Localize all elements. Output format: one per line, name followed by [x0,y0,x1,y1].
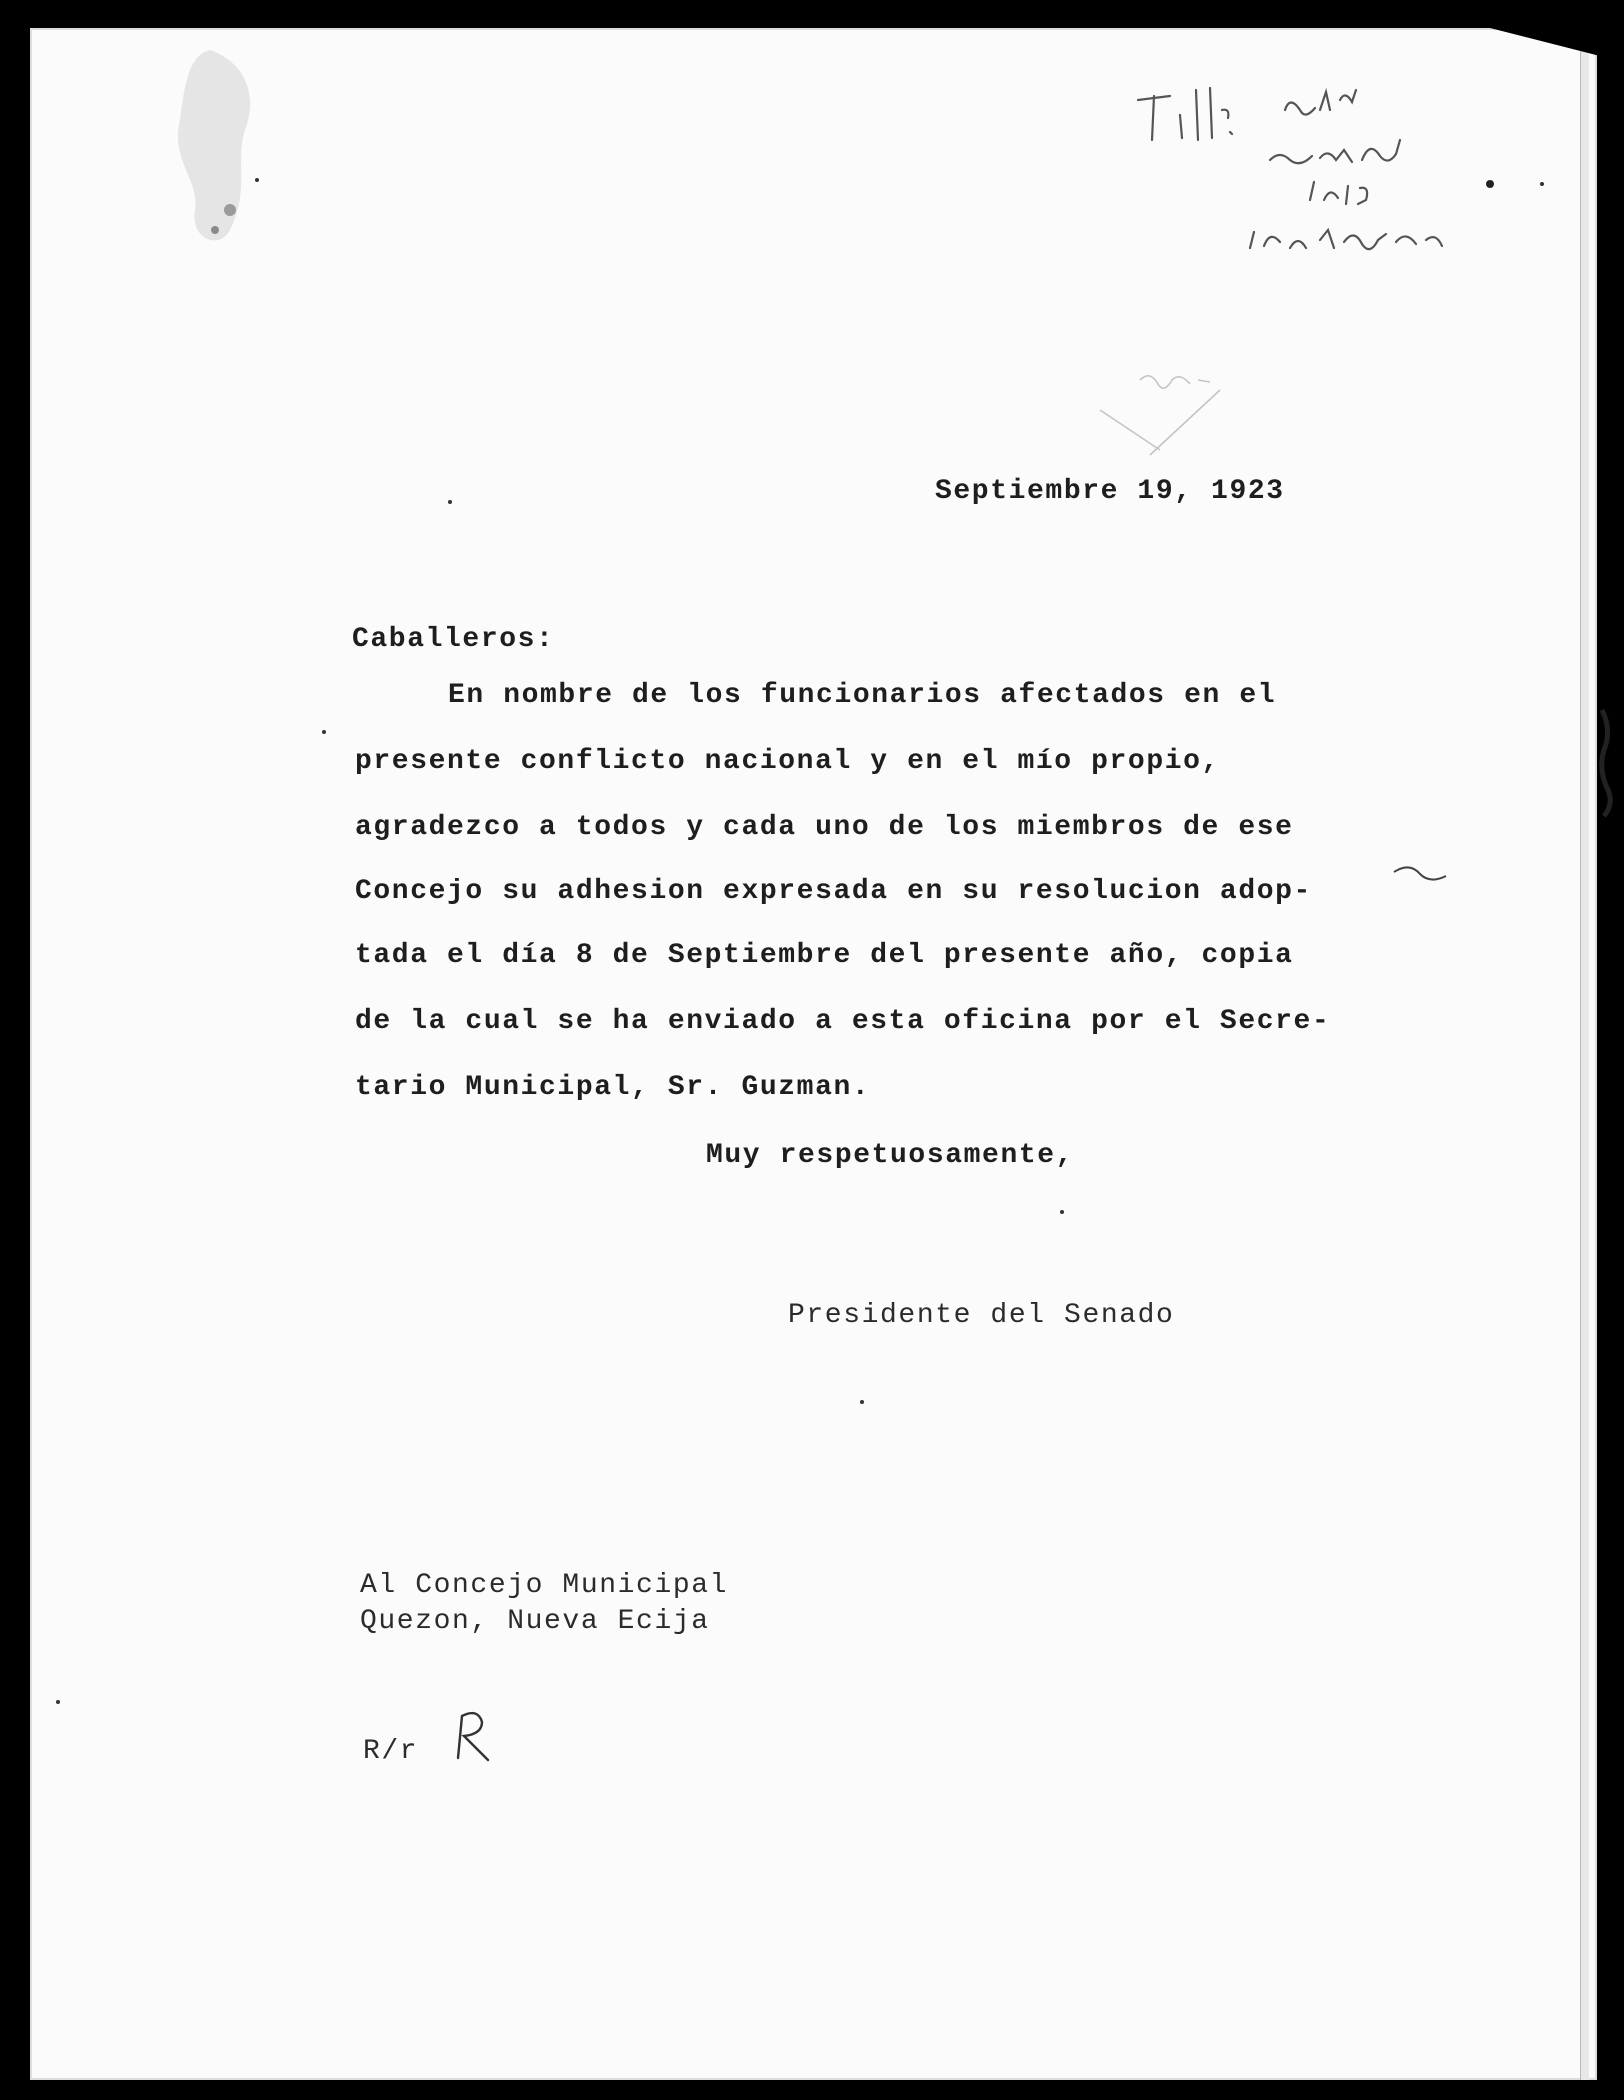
closing: Muy respetuosamente, [706,1140,1075,1171]
letter-date: Septiembre 19, 1923 [935,476,1285,507]
body-line: presente conflicto nacional y en el mío propio, [355,746,1220,777]
body-line: de la cual se ha enviado a esta oficina por el Secre- [355,1006,1331,1037]
body-line: tada el día 8 de Septiembre del presente año, copia [355,940,1294,971]
speck [448,500,452,504]
margin-mark [1390,858,1450,888]
body-line: agradezco a todos y cada uno de los miembros de ese [355,812,1294,843]
body-line: tario Municipal, Sr. Guzman. [355,1072,871,1103]
pencil-mark [1080,370,1260,460]
sheet-edge [1580,28,1589,2080]
speck [1060,1210,1064,1214]
letter-sheet [30,28,1597,2080]
speck [860,1400,864,1404]
addressee-line: Al Concejo Municipal [360,1570,729,1601]
salutation: Caballeros: [352,624,555,655]
body-line: En nombre de los funcionarios afectados en el [448,680,1277,711]
speck [1540,182,1544,186]
speck [255,178,259,182]
speck [322,730,326,734]
handwritten-file-note [1130,70,1610,290]
reference-initials: R/r [363,1736,419,1767]
body-line: Concejo su adhesion expresada en su resolucion adop- [355,876,1312,907]
edge-ink [1596,700,1616,820]
addressee-line: Quezon, Nueva Ecija [360,1606,710,1637]
folded-corner [1490,28,1600,56]
speck [56,1700,60,1704]
handwritten-initial [448,1708,498,1768]
ink-smudge [150,40,280,260]
signature-title: Presidente del Senado [788,1300,1175,1331]
